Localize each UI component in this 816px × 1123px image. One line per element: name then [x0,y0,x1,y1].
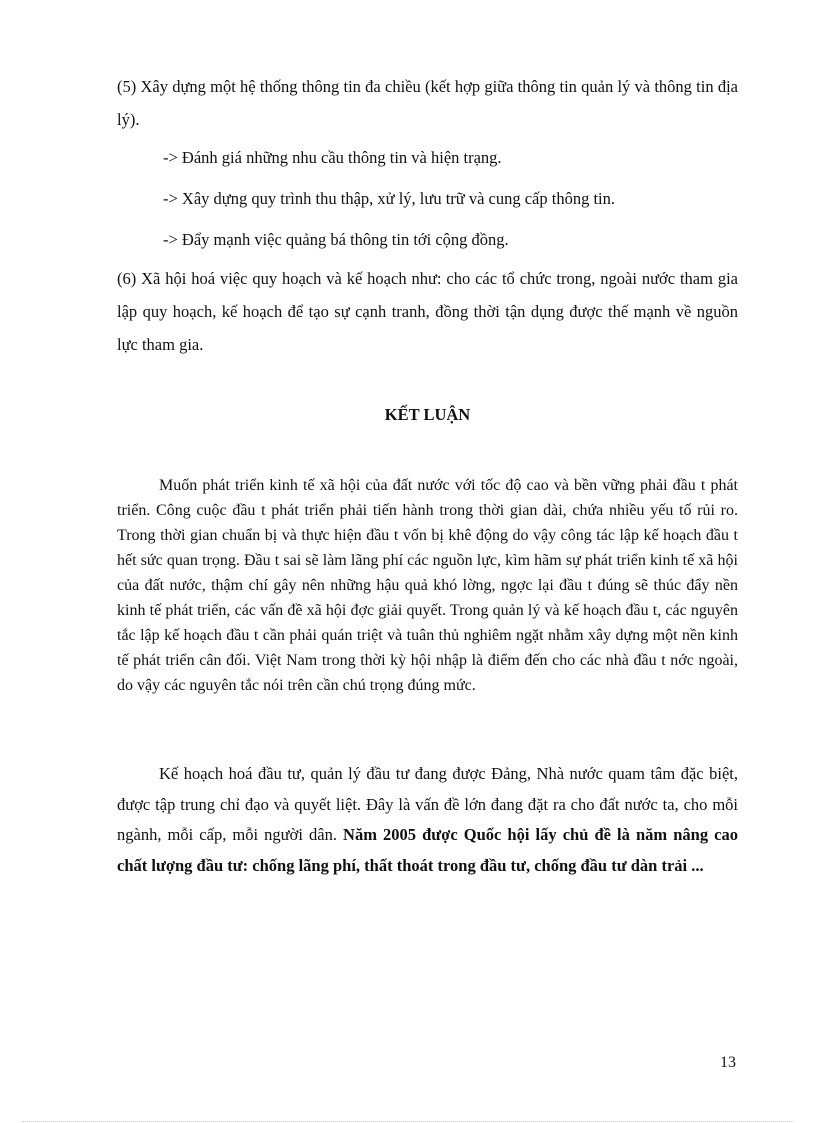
conclusion-paragraph-1: Muốn phát triển kinh tế xã hội của đất nước với tốc độ cao và bền vững phải đầu t phát triển. Công cuộc đầu t phát triển phải tiến hành trong thời gian dài, chứa nhiều yếu tố rủi ro. Trong thời gian chuẩn bị và thực hiện đầu t vốn bị khê động do vậy công tác lập kế hoạch đầu t hết sức quan trọng. Đầu t sai sẽ làm lãng phí các nguồn lực, kìm hãm sự phát triển kinh tế xã hội của đất nước, thậm chí gây nên những hậu quả khó lờng, ngợc lại đầu t đúng sẽ thúc đẩy nền kinh tế phát triển, các vấn đề xã hội đợc giải quyết. Trong quản lý và kế hoạch đầu t, các nguyên tắc lập kế hoạch đầu t cần phải quán triệt và tuân thủ nghiêm ngặt nhằm xây dựng một nền kinh tế phát triển cân đối. Việt Nam trong thời kỳ hội nhập là điểm đến cho các nhà đầu t nớc ngoài, do vậy các nguyên tắc nói trên cần chú trọng đúng mức. [117,477,738,694]
paragraph-5: (5) Xây dựng một hệ thống thông tin đa chiều (kết hợp giữa thông tin quản lý và thông tin địa lý). [117,77,738,129]
conclusion-text: Kế hoạch hoá đầu tư, quản lý đầu tư đang được Đảng, Nhà nước quam tâm đặc biệt, được tập trung chỉ đạo và quyết liệt. Đây là vấn đề lớn đang đặt ra cho đất nước ta, cho mỗi ngành, mỗi cấp, mỗi người dân. [117,764,738,844]
conclusion-paragraph-2 [117,759,738,881]
bullet-item-3: -> Đẩy mạnh việc quảng bá thông tin tới cộng đồng. [163,230,509,249]
bullet-item-1: -> Đánh giá những nhu cầu thông tin và hiện trạng. [163,148,502,167]
section-heading: KẾT LUẬN [384,405,471,424]
paragraph-6: (6) Xã hội hoá việc quy hoạch và kế hoạch như: cho các tổ chức trong, ngoài nước tham gia lập quy hoạch, kế hoạch để tạo sự cạnh tranh, đồng thời tận dụng được thế mạnh về nguồn lực tham gia. [117,269,738,354]
page-bottom-rule [22,1121,794,1122]
page-number: 13 [720,1054,736,1071]
conclusion-bold-text: Năm 2005 được Quốc hội lấy chủ đề là năm nâng cao chất lượng đầu tư: chống lãng phí, thất thoát trong đầu tư, chống đầu tư dàn trải ... [117,825,738,875]
bullet-item-2: -> Xây dựng quy trình thu thập, xử lý, lưu trữ và cung cấp thông tin. [163,189,616,208]
